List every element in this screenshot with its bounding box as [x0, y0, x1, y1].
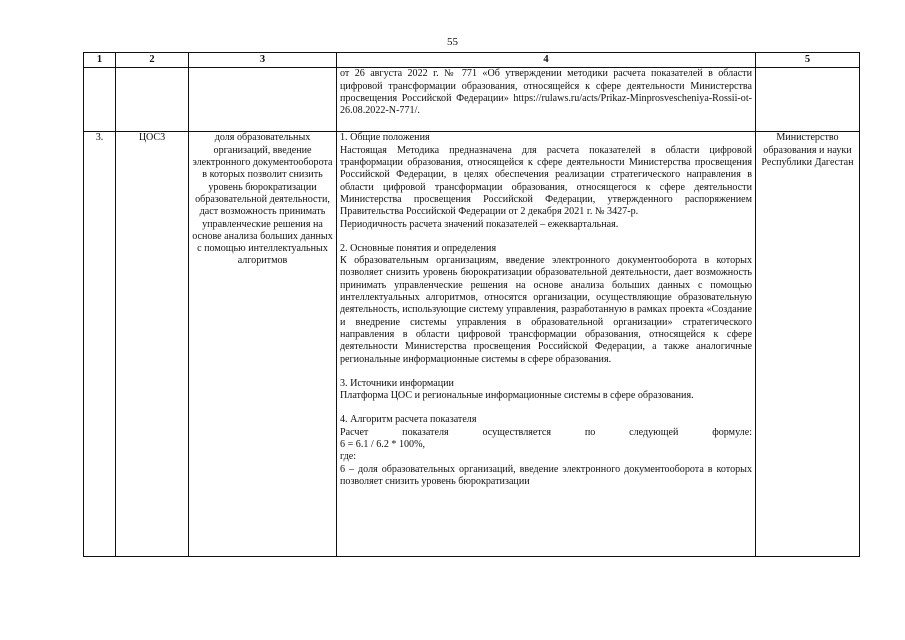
cell-number: 3. [84, 132, 116, 557]
section-title: 3. Источники информации [340, 377, 454, 389]
section-general [340, 132, 752, 230]
section-algorithm [340, 414, 752, 488]
cell-code [116, 68, 189, 132]
column-header-5: 5 [756, 53, 860, 68]
formula: 6 = 6.1 / 6.2 * 100%, [340, 439, 426, 451]
table-row [84, 68, 860, 132]
section-title: 2. Основные понятия и определения [340, 242, 497, 254]
cell-continuation-text: от 26 августа 2022 г. № 771 «Об утверждении методики расчета показателей в области цифровой трансформации образования, относящейся к сфере деятельности Министерства просвещения Российской Федерации» https://rulaws.ru/acts/Prikaz-Minprosvescheniya-Rossii-ot-26.08.2022-N-771/. [337, 68, 756, 132]
cell-responsible [756, 68, 860, 132]
methodology-table [83, 52, 860, 557]
cell-code: ЦОС3 [116, 132, 189, 557]
page-number: 55 [447, 36, 458, 48]
column-header-1: 1 [84, 53, 116, 68]
table-header-row [84, 53, 860, 68]
cell-methodology [337, 132, 756, 557]
column-header-4: 4 [337, 53, 756, 68]
cell-indicator: доля образовательных организаций, введение электронного документооборота в которых позволит снизить уровень бюрократизации образовательной деятельности, даст возможность принимать управленческие решения на основе анализа больших данных с помощью интеллектуальных алгоритмов [189, 132, 337, 557]
cell-responsible: Министерство образования и науки Республики Дагестан [756, 132, 860, 557]
column-header-3: 3 [189, 53, 337, 68]
section-definitions [340, 243, 752, 366]
paragraph: Платформа ЦОС и региональные информационные системы в сфере образования. [340, 390, 694, 402]
section-title: 4. Алгоритм расчета показателя [340, 414, 477, 426]
paragraph: 6 – доля образовательных организаций, введение электронного документооборота в которых позволяет снизить уровень бюрократизации [340, 463, 752, 487]
section-title: 1. Общие положения [340, 132, 430, 144]
paragraph: Периодичность расчета значений показателей – ежеквартальная. [340, 218, 619, 230]
paragraph: Расчет показателя осуществляется по следующей формуле: [340, 426, 752, 438]
cell-indicator [189, 68, 337, 132]
table-row [84, 132, 860, 557]
paragraph: К образовательным организациям, введение электронного документооборота в которых позволяет снизить уровень бюрократизации образовательной деятельности, дает возможность принимать управленческие решения на основе анализа больших данных с помощью интеллектуальных алгоритмов, относятся организации, осуществляющие образовательную деятельность, использующие систему управления, разработанную в рамках проекта «Создание и внедрение системы управления в образовательной организации» стратегического направления в области цифровой трансформации образования, относящейся к сфере деятельности Министерства просвещения Российской Федерации, а также аналогичные региональные информационные системы в сфере образования. [340, 255, 752, 365]
section-sources [340, 378, 752, 403]
paragraph: где: [340, 451, 357, 463]
cell-number [84, 68, 116, 132]
column-header-2: 2 [116, 53, 189, 68]
paragraph: Настоящая Методика предназначена для расчета показателей в области цифровой транформации образования, относящейся к сфере деятельности Министерства просвещения Российской Федерации, в целях обеспечения реализации стратегического направления в области цифровой трансформации образования, относящегося к сфере деятельности Министерства просвещения Российской Федерации, утвержденного распоряжением Правительства Российской Федерации от 2 декабря 2021 г. № 3427-р. [340, 144, 752, 218]
